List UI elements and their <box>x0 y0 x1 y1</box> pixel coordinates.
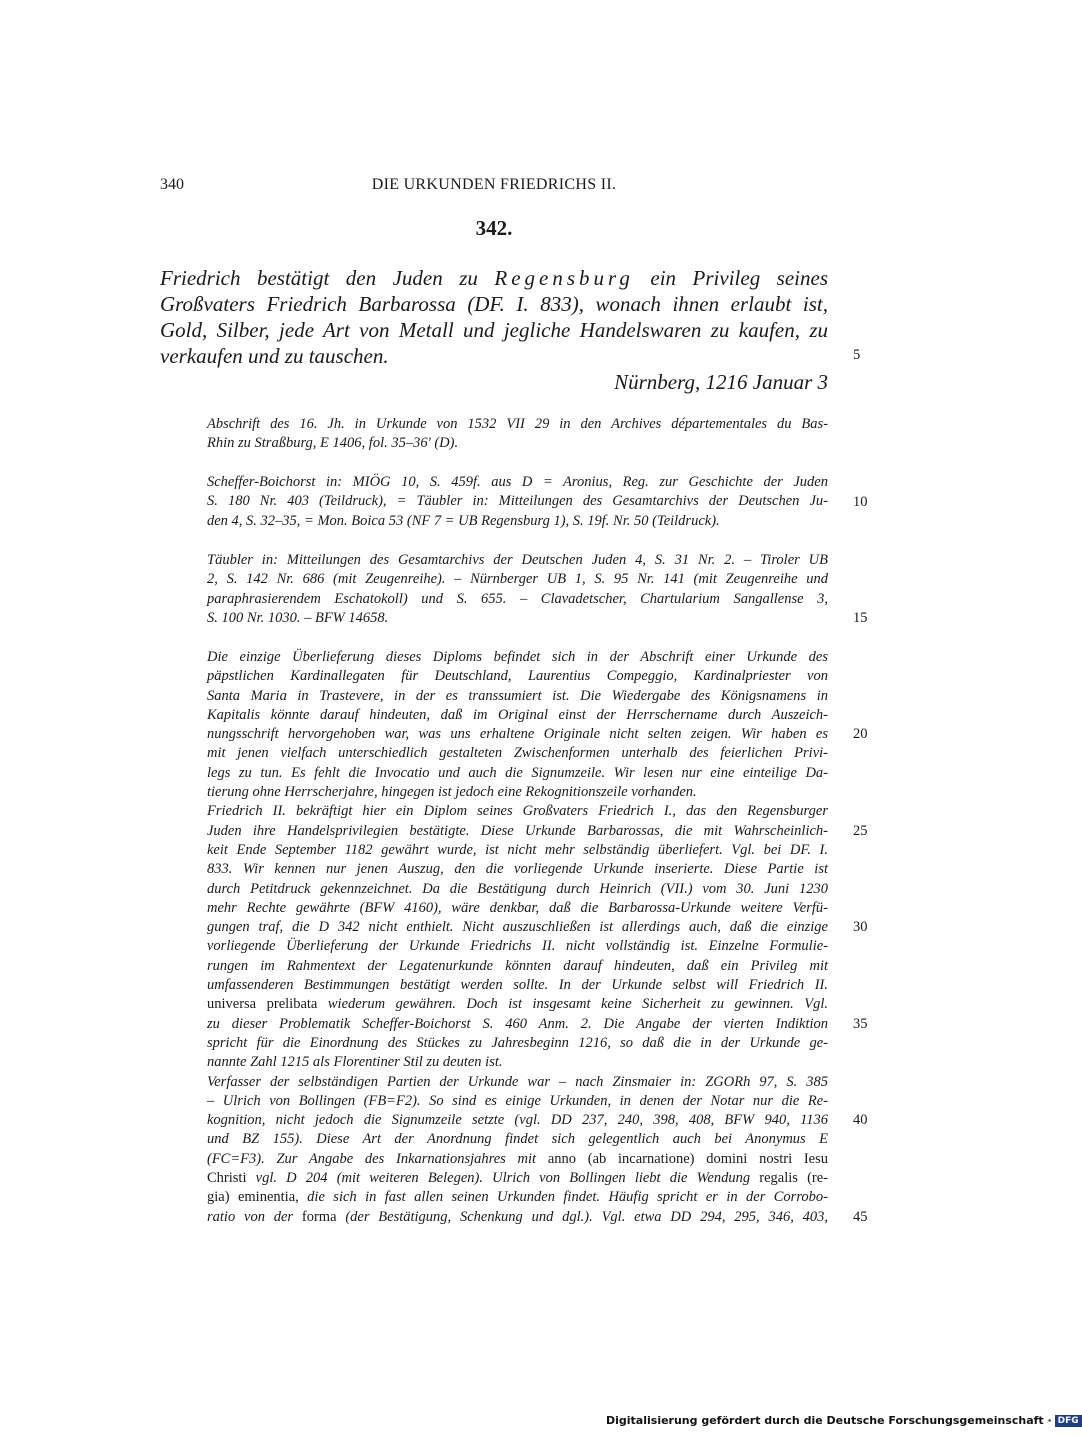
text-run: (FC=F3). Zur Angabe des Inkarnationsjahres mit <box>207 1150 548 1167</box>
line-number: 45 <box>853 1209 868 1225</box>
text-line: 2, S. 142 Nr. 686 (mit Zeugenreihe). – Nürnberger UB 1, S. 95 Nr. 141 (mit Zeugenreihe und <box>207 571 828 588</box>
latin-quote: Christi <box>207 1170 247 1187</box>
text-line: mit jenen vielfach unterschiedlich gestalteten Zwischenformen unterhalb des feierlichen Privi- <box>207 745 828 762</box>
text-line <box>207 995 828 1014</box>
editions-note <box>207 473 828 531</box>
document-number: 342. <box>475 216 513 240</box>
text-line: zu dieser Problematik Scheffer-Boichorst S. 460 Anm. 2. Die Angabe der vierten Indiktion <box>207 1015 828 1032</box>
regest-text: Friedrich bestätigt den Juden zu <box>160 266 478 290</box>
latin-quote: forma <box>301 1208 337 1225</box>
text-line: paraphrasierendem Eschatokoll) und S. 655. – Clavadetscher, Chartularium Sangallense 3, <box>207 590 828 607</box>
text-line <box>207 1169 828 1188</box>
text-line: rungen im Rahmentext der Legatenurkunde könnten darauf hindeuten, daß ein Privileg mit <box>207 957 828 974</box>
funding-footer <box>606 1414 1082 1427</box>
text-line: gungen traf, die D 342 nicht enthielt. Nicht auszuschließen ist allerdings auch, daß die einzige <box>207 919 828 936</box>
line-number: 35 <box>853 1016 868 1032</box>
text-line: Friedrich II. bekräftigt hier ein Diplom seines Großvaters Friedrich I., das den Regensburger <box>207 803 828 820</box>
line-number: 10 <box>853 494 868 510</box>
latin-quote: regalis (re- <box>759 1170 829 1187</box>
line-number: 20 <box>853 726 868 742</box>
line-number: 30 <box>853 919 868 935</box>
text-run: ratio von der <box>207 1208 302 1225</box>
text-line: Abschrift des 16. Jh. in Urkunde von 1532 VII 29 in den Archives départementales du Bas- <box>207 416 828 432</box>
text-line: Täubler in: Mitteilungen des Gesamtarchivs der Deutschen Juden 4, S. 31 Nr. 2. – Tiroler UB <box>207 552 828 568</box>
transmission-note <box>207 415 828 454</box>
latin-quote: universa prelibata <box>207 996 318 1013</box>
text-line: S. 180 Nr. 403 (Teildruck), = Täubler in: Mitteilungen des Gesamtarchivs der Deutschen Ju- <box>207 493 828 510</box>
text-line: S. 100 Nr. 1030. – BFW 14658. <box>207 609 389 626</box>
text-line: Verfasser der selbständigen Partien der Urkunde war – nach Zinsmaier in: ZGORh 97, S. 385 <box>207 1073 828 1090</box>
regest-line-4: verkaufen und zu tauschen. <box>160 344 389 368</box>
text-line <box>207 1150 828 1169</box>
regest <box>160 265 828 369</box>
latin-quote: gia) eminentia, <box>207 1189 299 1206</box>
footer-text: Digitalisierung gefördert durch die Deutsche Forschungsgemeinschaft · <box>606 1414 1052 1427</box>
line-number: 25 <box>853 823 868 839</box>
text-line: Rhin zu Straßburg, E 1406, fol. 35–36' (D). <box>207 435 459 452</box>
text-line: legs zu tun. Es fehlt die Invocatio und auch die Signumzeile. Wir lesen nur eine einteilige Da- <box>207 764 828 781</box>
text-run: wiederum gewähren. Doch ist insgesamt keine Sicherheit zu gewinnen. Vgl. <box>317 996 828 1013</box>
text-line: 833. Wir kennen nur jenen Auszug, den die vorliegende Urkunde inserierte. Diese Partie ist <box>207 861 828 878</box>
text-line: durch Petitdruck gekennzeichnet. Da die Bestätigung durch Heinrich (VII.) vom 30. Juni 1230 <box>207 880 828 897</box>
text-line: Scheffer-Boichorst in: MIÖG 10, S. 459f. aus D = Aronius, Reg. zur Geschichte der Juden <box>207 474 828 490</box>
regest-line-1 <box>160 265 828 291</box>
text-line: den 4, S. 32–35, = Mon. Boica 53 (NF 7 = UB Regensburg 1), S. 19f. Nr. 50 (Teildruck). <box>207 512 720 529</box>
line-number: 40 <box>853 1112 868 1128</box>
text-line: Juden ihre Handelsprivilegien bestätigte. Diese Urkunde Barbarossas, die mit Wahrscheinlich- <box>207 822 828 839</box>
text-line: Kapitalis könnte darauf hindeuten, daß im Original einst der Herrschername durch Auszeich- <box>207 706 828 723</box>
text-line: umfassenderen Bestimmungen bestätigt werden sollte. In der Urkunde selbst will Friedrich II. <box>207 977 828 994</box>
regesta-note <box>207 551 828 628</box>
regest-place: Regensburg <box>494 266 634 290</box>
text-line: – Ulrich von Bollingen (FB=F2). So sind es einige Urkunden, in denen der Notar nur die Re- <box>207 1092 828 1109</box>
text-line: Santa Maria in Trastevere, in der es transsumiert ist. Die Wiedergabe des Königsnamens in <box>207 687 828 704</box>
regest-line-2: Großvaters Friedrich Barbarossa (DF. I. 833), wonach ihnen erlaubt ist, <box>160 292 828 316</box>
running-title: DIE URKUNDEN FRIEDRICHS II. <box>371 176 617 193</box>
text-line <box>207 1188 828 1207</box>
regest-line-3: Gold, Silber, jede Art von Metall und jegliche Handelswaren zu kaufen, zu <box>160 318 828 342</box>
dating: Nürnberg, 1216 Januar 3 <box>614 370 828 394</box>
text-line: spricht für die Einordnung des Stückes zu Jahresbeginn 1216, so daß die in der Urkunde ge- <box>207 1034 828 1051</box>
text-run: die sich in fast allen seinen Urkunden findet. Häufig spricht er in der Corrobo- <box>298 1189 828 1206</box>
text-line <box>207 1208 828 1227</box>
dfg-logo-icon: DFG <box>1055 1415 1082 1427</box>
latin-quote: anno (ab incarnatione) domini nostri Iesu <box>547 1150 828 1167</box>
page-number: 340 <box>160 176 184 193</box>
text-line: keit Ende September 1182 gewährt wurde, ist nicht mehr selbständig überliefert. Vgl. bei DF. I. <box>207 841 828 858</box>
text-line: päpstlichen Kardinallegaten für Deutschland, Laurentius Compeggio, Kardinalpriester von <box>207 668 828 685</box>
text-line: Die einzige Überlieferung dieses Diploms befindet sich in der Abschrift einer Urkunde des <box>207 649 828 665</box>
line-number: 15 <box>853 610 868 626</box>
text-line: vorliegende Überlieferung der Urkunde Friedrichs II. nicht vollständig ist. Einzelne Formulie- <box>207 938 828 955</box>
text-line: tierung ohne Herrscherjahre, hingegen ist jedoch eine Rekognitionszeile vorhanden. <box>207 784 697 801</box>
text-run: (der Bestätigung, Schenkung und dgl.). Vgl. etwa DD 294, 295, 346, 403, <box>336 1208 828 1225</box>
running-head <box>160 176 828 196</box>
text-line: und BZ 155). Diese Art der Anordnung findet sich gelegentlich auch bei Anonymus E <box>207 1131 828 1148</box>
text-line: nannte Zahl 1215 als Florentiner Stil zu deuten ist. <box>207 1054 503 1071</box>
text-run: vgl. D 204 (mit weiteren Belegen). Ulrich von Bollingen liebt die Wendung <box>246 1170 760 1187</box>
text-line: mehr Rechte gewährte (BFW 4160), wäre denkbar, daß die Barbarossa-Urkunde weitere Verfü- <box>207 899 828 916</box>
text-line: kognition, nicht jedoch die Signumzeile setzte (vgl. DD 237, 240, 398, 408, BFW 940, 1136 <box>207 1112 828 1129</box>
regest-text: ein Privileg seines <box>650 266 828 290</box>
commentary <box>207 648 828 1227</box>
line-number: 5 <box>853 347 861 363</box>
text-line: nungsschrift hervorgehoben war, was uns erhaltene Originale nicht selten zeigen. Wir haben es <box>207 726 828 743</box>
